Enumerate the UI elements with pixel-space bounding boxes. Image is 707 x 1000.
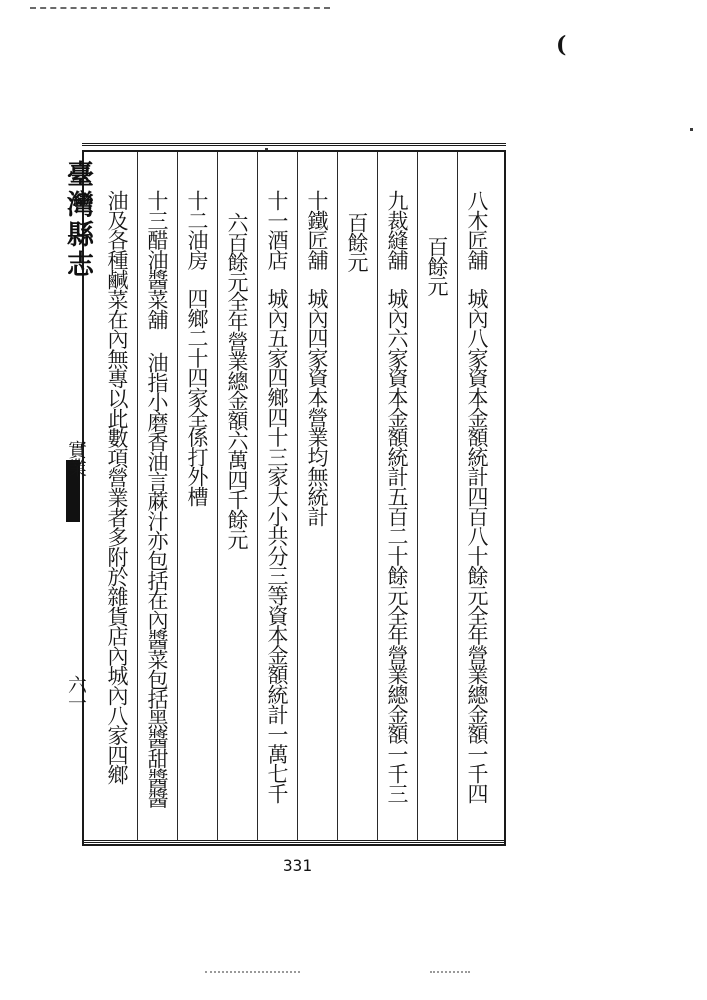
- column-rule: [337, 152, 338, 840]
- entry-heading: 九裁縫舖: [385, 190, 409, 270]
- entry-heading: 十鐵匠舖: [305, 190, 329, 270]
- entry-continuation: 百餘元: [345, 212, 369, 272]
- margin-strip: [58, 160, 98, 840]
- bottom-dotted-line: [205, 971, 300, 973]
- entry-continuation: 六百餘元全年營業總金額六萬四千餘元: [225, 212, 249, 549]
- entry-text: 城內四家資本營業均無統計: [305, 288, 329, 526]
- column-rule: [137, 152, 138, 840]
- column-rule: [417, 152, 418, 840]
- entry-text: 城內六家資本金額統計五百二十餘元全年營業總金額一千三: [385, 288, 409, 803]
- frame-bottom-border: [82, 840, 506, 843]
- entry-text: 油指小磨香油言蔴汁亦包括在內醬菜包括黑醬甜醬醬: [145, 352, 169, 808]
- speck-mark: [690, 128, 693, 131]
- entry-text: 城內八家資本金額統計四百八十餘元全年營業總金額一千四: [465, 288, 489, 803]
- book-title: 臺灣縣志: [62, 160, 93, 280]
- entry-heading: 八木匠舖: [465, 190, 489, 270]
- leaf-number: 六一: [65, 675, 87, 711]
- section-label: 實業: [65, 440, 87, 476]
- column-rule: [457, 152, 458, 840]
- column-rule: [177, 152, 178, 840]
- corner-mark: (: [556, 32, 567, 58]
- entry-text: 城內五家四鄉四十三家大小共分三等資本金額統計一萬七千: [265, 288, 289, 803]
- entry-heading: 十一酒店: [265, 190, 289, 270]
- column-rule: [217, 152, 218, 840]
- column-rule: [297, 152, 298, 840]
- entry-heading: 十二油房: [185, 190, 209, 270]
- column-rule: [377, 152, 378, 840]
- page-number: 331: [283, 856, 312, 875]
- entry-text: 四鄉二十四家全係打外槽: [185, 288, 209, 506]
- entry-continuation: 油及各種鹹菜在內無專以此數項營業者多附於雜貨店內城內八家四鄉: [105, 190, 129, 785]
- top-dashed-rule: [30, 7, 330, 9]
- entry-continuation: 百餘元: [425, 236, 449, 296]
- entry-heading: 十三醋油醬菜舖: [145, 190, 169, 329]
- bottom-dotted-line: [430, 971, 470, 973]
- column-rule: [257, 152, 258, 840]
- frame-top-border: [82, 143, 506, 146]
